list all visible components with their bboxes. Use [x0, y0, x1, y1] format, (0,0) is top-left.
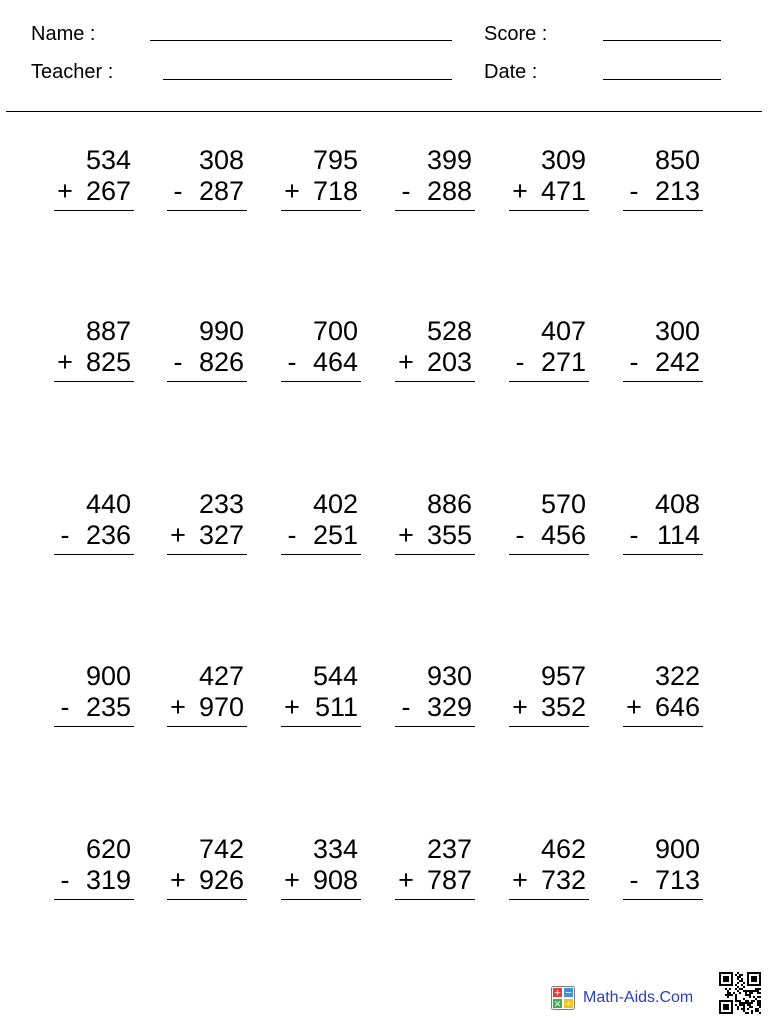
calculator-icon	[551, 986, 575, 1010]
teacher-label: Teacher :	[31, 61, 114, 83]
answer-line	[623, 210, 703, 211]
problem-bottom-number: 242	[654, 347, 700, 377]
answer-line	[54, 381, 134, 382]
answer-line	[509, 381, 589, 382]
problem-top-number: 742	[198, 834, 244, 864]
problem	[509, 488, 589, 558]
problem	[281, 488, 361, 558]
problem-operator: -	[515, 520, 525, 550]
problem-bottom-number: 251	[312, 520, 358, 550]
problem-operator: +	[626, 692, 642, 722]
answer-line	[281, 554, 361, 555]
problem	[509, 144, 589, 214]
date-label: Date :	[484, 61, 538, 83]
problem-operator: +	[512, 692, 528, 722]
problem	[281, 660, 361, 730]
problem-top-number: 795	[312, 145, 358, 175]
problem-bottom-number: 464	[312, 347, 358, 377]
problem	[509, 833, 589, 903]
problem	[623, 660, 703, 730]
problem-bottom-number: 456	[540, 520, 586, 550]
problem-operator: +	[284, 692, 300, 722]
name-label: Name :	[31, 23, 96, 45]
answer-line	[54, 554, 134, 555]
answer-line	[395, 726, 475, 727]
problem-top-number: 528	[426, 316, 472, 346]
problem-bottom-number: 355	[426, 520, 472, 550]
answer-line	[395, 899, 475, 900]
problem	[623, 144, 703, 214]
problem-bottom-number: 926	[198, 865, 244, 895]
problem	[395, 144, 475, 214]
problem-top-number: 900	[654, 834, 700, 864]
problem-bottom-number: 713	[654, 865, 700, 895]
answer-line	[395, 554, 475, 555]
answer-line	[54, 899, 134, 900]
problem-operator: +	[512, 865, 528, 895]
problem-top-number: 407	[540, 316, 586, 346]
problem-operator: +	[284, 865, 300, 895]
problem	[54, 833, 134, 903]
problem	[167, 833, 247, 903]
problem-operator: -	[515, 347, 525, 377]
problem-bottom-number: 826	[198, 347, 244, 377]
problem-operator: -	[173, 176, 183, 206]
answer-line	[54, 726, 134, 727]
problem-top-number: 620	[85, 834, 131, 864]
problem-top-number: 440	[85, 489, 131, 519]
problem-top-number: 334	[312, 834, 358, 864]
problem-operator: +	[170, 865, 186, 895]
problem-operator: -	[287, 520, 297, 550]
answer-line	[623, 554, 703, 555]
problem-top-number: 900	[85, 661, 131, 691]
problem	[623, 315, 703, 385]
svg-text:÷: ÷	[564, 999, 573, 1010]
problem-operator: +	[512, 176, 528, 206]
svg-text:×: ×	[553, 999, 562, 1010]
problem-bottom-number: 288	[426, 176, 472, 206]
answer-line	[509, 210, 589, 211]
answer-line	[167, 899, 247, 900]
problem-top-number: 544	[312, 661, 358, 691]
problem-top-number: 570	[540, 489, 586, 519]
problem-operator: -	[60, 692, 70, 722]
svg-text:+: +	[553, 988, 562, 999]
answer-line	[623, 726, 703, 727]
problem-top-number: 408	[654, 489, 700, 519]
problem-top-number: 300	[654, 316, 700, 346]
problem-operator: -	[401, 176, 411, 206]
problem	[509, 315, 589, 385]
problem-operator: -	[629, 347, 639, 377]
answer-line	[509, 554, 589, 555]
problem-operator: +	[57, 176, 73, 206]
problem-bottom-number: 114	[656, 520, 700, 550]
answer-line	[509, 899, 589, 900]
problem-bottom-number: 471	[540, 176, 586, 206]
problem	[167, 488, 247, 558]
answer-line	[167, 726, 247, 727]
problem	[395, 315, 475, 385]
problem	[281, 144, 361, 214]
problem	[281, 833, 361, 903]
problem	[395, 488, 475, 558]
problem-operator: -	[629, 865, 639, 895]
problem-bottom-number: 271	[540, 347, 586, 377]
answer-line	[281, 381, 361, 382]
problem-operator: +	[284, 176, 300, 206]
problem-bottom-number: 352	[540, 692, 586, 722]
answer-line	[623, 899, 703, 900]
problem	[623, 833, 703, 903]
problem	[54, 660, 134, 730]
problem-bottom-number: 646	[654, 692, 700, 722]
problem-bottom-number: 718	[312, 176, 358, 206]
problem-top-number: 402	[312, 489, 358, 519]
problem	[395, 833, 475, 903]
problem-bottom-number: 319	[85, 865, 131, 895]
problem-operator: +	[398, 865, 414, 895]
answer-line	[623, 381, 703, 382]
problem-bottom-number: 236	[85, 520, 131, 550]
answer-line	[167, 381, 247, 382]
math-aids-link[interactable]: Math-Aids.Com	[583, 989, 694, 1006]
problem	[623, 488, 703, 558]
problem-top-number: 990	[198, 316, 244, 346]
problem-operator: -	[401, 692, 411, 722]
problem-operator: +	[57, 347, 73, 377]
problem-top-number: 237	[426, 834, 472, 864]
problem-top-number: 957	[540, 661, 586, 691]
problem	[54, 315, 134, 385]
problem-operator: -	[173, 347, 183, 377]
problem-operator: -	[629, 176, 639, 206]
problem-bottom-number: 213	[654, 176, 700, 206]
problem-bottom-number: 235	[85, 692, 131, 722]
problem-bottom-number: 287	[198, 176, 244, 206]
problem	[54, 488, 134, 558]
score-label: Score :	[484, 23, 548, 45]
answer-line	[395, 210, 475, 211]
answer-line	[54, 210, 134, 211]
problem-top-number: 309	[540, 145, 586, 175]
problem	[395, 660, 475, 730]
problem-bottom-number: 908	[312, 865, 358, 895]
svg-text:−: −	[564, 988, 573, 999]
problem-bottom-number: 327	[198, 520, 244, 550]
problem-operator: -	[60, 865, 70, 895]
problem-top-number: 887	[85, 316, 131, 346]
problem-bottom-number: 787	[426, 865, 472, 895]
answer-line	[509, 726, 589, 727]
problem-operator: -	[287, 347, 297, 377]
problem-operator: -	[60, 520, 70, 550]
problem-top-number: 534	[85, 145, 131, 175]
problem-operator: +	[398, 520, 414, 550]
problem-bottom-number: 203	[426, 347, 472, 377]
problem	[281, 315, 361, 385]
problem-operator: -	[629, 520, 639, 550]
problem-top-number: 399	[426, 145, 472, 175]
problem	[167, 315, 247, 385]
problem-operator: +	[170, 692, 186, 722]
problem-operator: +	[398, 347, 414, 377]
problem-bottom-number: 825	[85, 347, 131, 377]
answer-line	[167, 210, 247, 211]
problem-top-number: 322	[654, 661, 700, 691]
problem	[167, 660, 247, 730]
qr-code-icon	[719, 972, 761, 1014]
problem-top-number: 850	[654, 145, 700, 175]
problem	[167, 144, 247, 214]
answer-line	[167, 554, 247, 555]
answer-line	[281, 726, 361, 727]
answer-line	[281, 210, 361, 211]
answer-line	[395, 381, 475, 382]
problem-bottom-number: 511	[314, 692, 358, 722]
problem-bottom-number: 732	[540, 865, 586, 895]
problem-operator: +	[170, 520, 186, 550]
problem-bottom-number: 267	[85, 176, 131, 206]
answer-line	[281, 899, 361, 900]
problem-top-number: 700	[312, 316, 358, 346]
problem-top-number: 886	[426, 489, 472, 519]
problem-bottom-number: 329	[426, 692, 472, 722]
problem-top-number: 308	[198, 145, 244, 175]
problem-top-number: 930	[426, 661, 472, 691]
problem-top-number: 233	[198, 489, 244, 519]
problem-top-number: 462	[540, 834, 586, 864]
problem	[509, 660, 589, 730]
problem-top-number: 427	[198, 661, 244, 691]
problem	[54, 144, 134, 214]
problem-bottom-number: 970	[198, 692, 244, 722]
